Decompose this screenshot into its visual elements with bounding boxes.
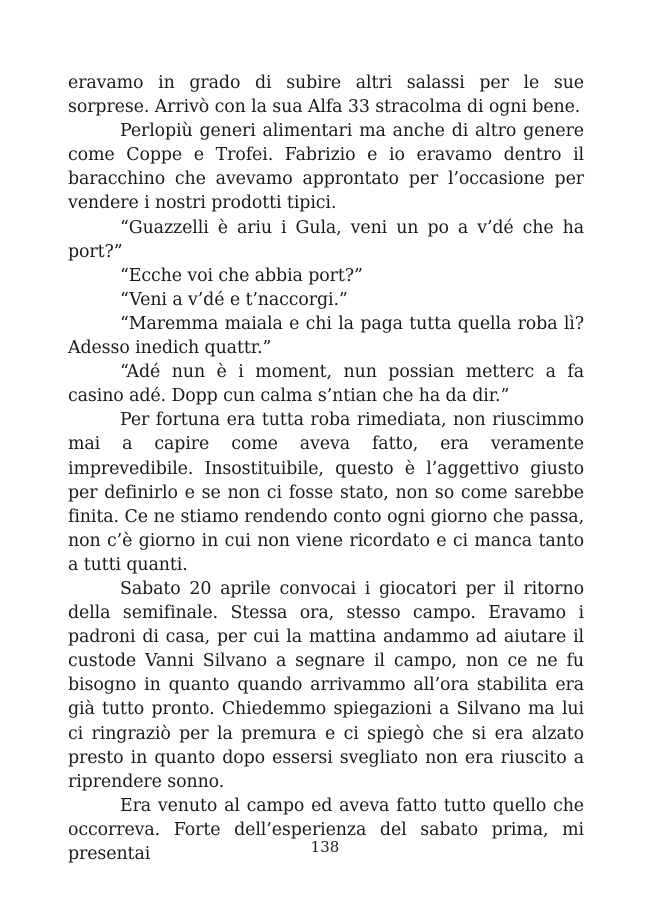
body-text: [68, 71, 584, 866]
paragraph: Perlopiù generi alimentari ma anche di altro genere come Coppe e Trofei. Fabrizio e io eravamo dentro il baracchino che avevamo approntato per l’occasione per vendere i nostri prodotti tipici.: [68, 121, 584, 214]
paragraph: “Maremma maiala e chi la paga tutta quella roba lì? Adesso inedich quattr.”: [68, 313, 584, 359]
paragraph: eravamo in grado di subire altri salassi per le sue sorprese. Arrivò con la sua Alfa 33 stracolma di ogni bene.: [68, 73, 584, 118]
paragraph: “Veni a v’dé e t’naccorgi.”: [120, 289, 348, 310]
paragraph: Sabato 20 aprile convocai i giocatori per il ritorno della semifinale. Stessa ora, stesso campo. Eravamo i padroni di casa, per cui la mattina andammo ad aiutare il custode Vanni Silvano a segnare il campo, non ce ne fu bisogno in quanto quando arrivammo all’ora stabilita era già tutto pronto. Chiedemmo spiegazioni a Silvano ma lui ci ringraziò per la premura e ci spiegò che si era alzato presto in quanto dopo essersi svegliato non era riuscito a riprendere sonno.: [68, 578, 584, 792]
page-number: 138: [310, 838, 340, 856]
paragraph: “Ecche voi che abbia port?”: [120, 265, 363, 286]
paragraph: “Adé nun è i moment, nun possian metterc a fa casino adé. Dopp cun calma s’ntian che ha da dir.”: [68, 362, 584, 407]
paragraph: Era venuto al campo ed aveva fatto tutto quello che occorreva. Forte dell’esperienza del sabato prima, mi presentai: [68, 795, 584, 864]
paragraph: “Guazzelli è ariu i Gula, veni un po a v’dé che ha port?”: [68, 217, 584, 262]
paragraph: Per fortuna era tutta roba rimediata, non riuscimmo mai a capire come aveva fatto, era veramente imprevedibile. Insostituibile, questo è l’aggettivo giusto per definirlo e se non ci fosse stato, non so come sarebbe finita. Ce ne stiamo rendendo conto ogni giorno che passa, non c’è giorno in cui non viene ricordato e ci manca tanto a tutti quanti.: [68, 410, 584, 575]
